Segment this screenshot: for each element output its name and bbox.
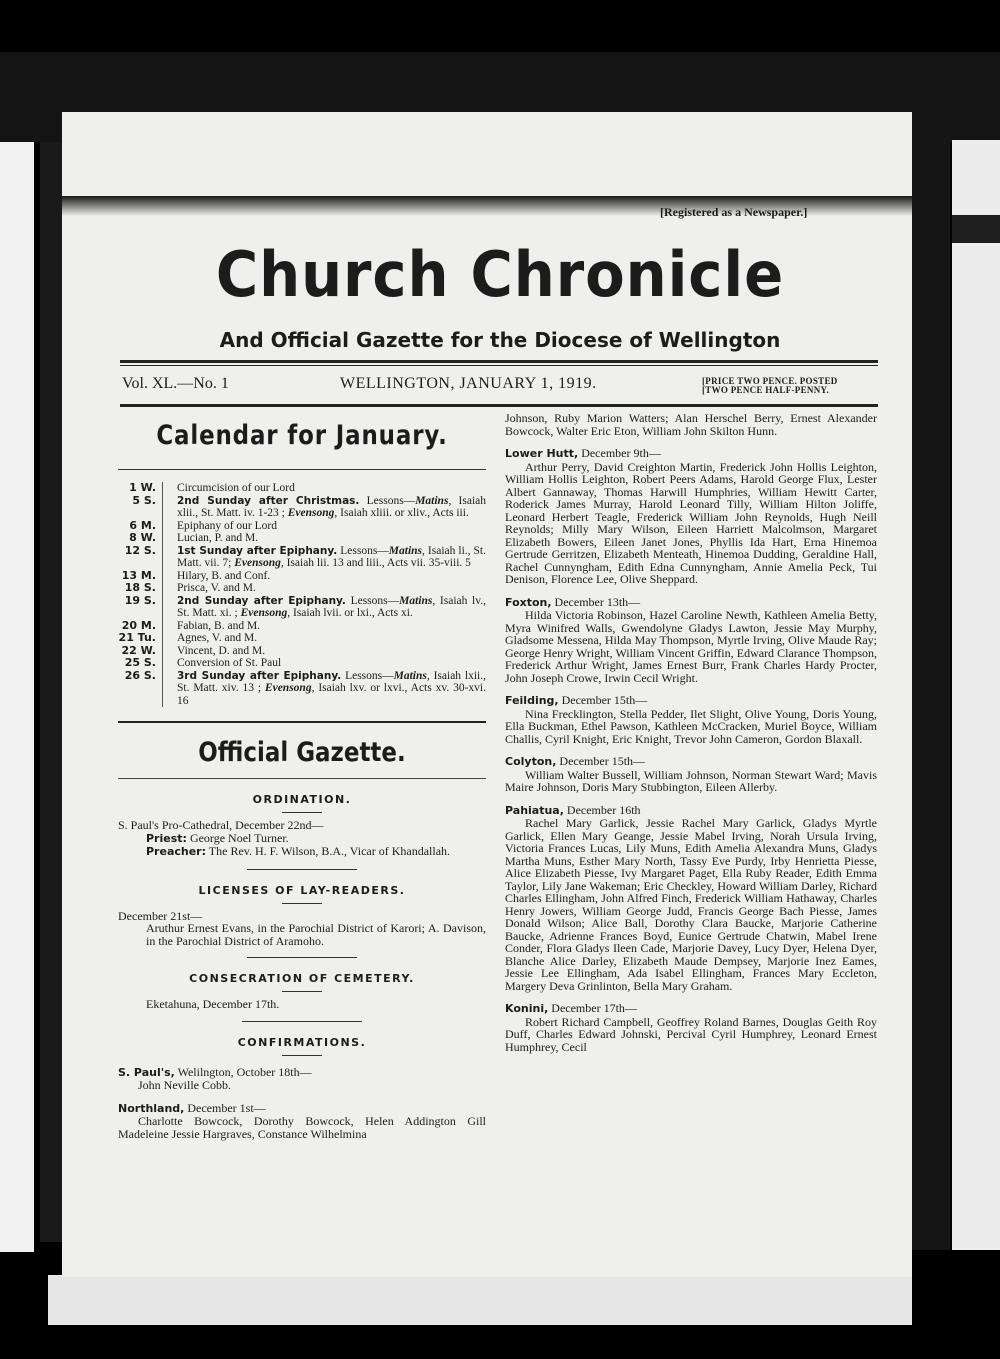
calendar-observance: Lucian, P. and M. (162, 532, 486, 545)
calendar-observance: Agnes, V. and M. (162, 632, 486, 645)
confirmation-entry (505, 447, 877, 586)
calendar-day: 8 W. (129, 531, 156, 544)
calendar-observance: Fabian, B. and M. (162, 620, 486, 633)
calendar-row (118, 570, 486, 583)
confirmand-names: Hilda Victoria Robinson, Hazel Caroline Newth, Kathleen Amelia Betty, Myra Winifred Walls, Gwendolyne Gladys Lawton, Jessie May Murphy, Gladsome Messena, Hilda May Thompson, Myrtle Irving, Olive Maude Ray; George Henry Wright, William Vincent Griffin, Edward Clarance Thompson, Frederick Arthur Wright, James Ernest Burr, Frank Charles Hardy Procter, John Joseph Crowe, Irwin Cecil Wright. (505, 608, 877, 685)
parish-name: Konini, (505, 1002, 549, 1015)
confirmation-entry (505, 804, 877, 993)
calendar-day: 5 S. (132, 493, 156, 507)
adjacent-page-right (952, 140, 1000, 1250)
calendar-row (118, 520, 486, 533)
calendar-row (118, 620, 486, 633)
parish-name: Lower Hutt, (505, 447, 579, 460)
confirmation-date: December 16th (563, 802, 641, 817)
divider (247, 957, 357, 958)
calendar-row (118, 670, 486, 708)
confirmand-names: Nina Frecklington, Stella Pedder, Ilet Slight, Olive Young, Doris Young, Ella Buckman, Ethel Pawson, Kathleen McCracken, Muriel Boyce, William Challis, Cyril Knight, Eric Knight, Trevor John Cameron, Gordon Blaxall. (505, 706, 877, 746)
ordination-priest: Priest: George Noel Turner. (146, 830, 289, 845)
calendar-day: 22 W. (121, 643, 156, 657)
divider (282, 812, 322, 813)
registered-notice: [Registered as a Newspaper.] (660, 205, 808, 219)
confirmation-entry (505, 596, 877, 685)
confirmand-names: John Neville Cobb. (138, 1078, 231, 1092)
calendar-day: 12 S. (124, 543, 156, 557)
film-mark (952, 215, 1000, 243)
confirmand-names: William Walter Bussell, William Johnson, Norman Stewart Ward; Mavis Maire Johnson, Doris Mary Stubbington, Eileen Allerby. (505, 767, 877, 794)
confirmand-names: Robert Richard Campbell, Geoffrey Roland Barnes, Douglas Geith Roy Duff, Charles Edward Johnski, Percival Cyril Humphrey, Leonard Ernest Humphrey, Cecil (505, 1014, 877, 1054)
dateline: WELLINGTON, JANUARY 1, 1919. (340, 375, 597, 392)
calendar-day: 26 S. (124, 668, 156, 682)
issue-rule (120, 404, 878, 407)
confirmand-names: Arthur Perry, David Creighton Martin, Frederick John Hollis Leighton, William Hollis Leighton, Robert Peers Adams, Harold George Flux, Lester Albert Gannaway, Thomas Harwill Humphries, William Hewitt Carter, Roderick James Murray, Harold Leonard Tilly, William Hilton Joliffe, Leonard Herbert Teagle, Frederick William John Reynolds, Hugh Neill Reynolds; Milly Mary Wilson, Eileen Harriett Malcolmson, Margaret Elizabeth Bowers, Eileen Janet Jones, Phyllis Ida Hart, Erna Hinemoa Gertrude Gerritzen, Elizabeth Menteath, Hinemoa Dudding, Geraldine Hall, Rachel Cunnyngham, Edith Edna Cunnyngham, Annie Amelia Peck, Tui Denison, Florence Lee, Olive Sheppard. (505, 459, 877, 586)
divider (282, 903, 322, 904)
cemetery-heading: CONSECRATION OF CEMETERY. (189, 972, 415, 985)
calendar-observance: Vincent, D. and M. (162, 645, 486, 658)
parish-name: Foxton, (505, 595, 552, 609)
calendar-table (118, 469, 486, 707)
confirmation-entry (505, 694, 877, 745)
gazette-title: Official Gazette. (198, 737, 406, 768)
confirmand-names: Rachel Mary Garlick, Jessie Rachel Mary Garlick, Gladys Myrtle Garlick, Ellen Mary Geange, Jessie Mabel Irving, Norah Ursula Irving, Victoria Frances Lucas, Lily Muns, Edith Amelia Alexandra Muns, Gladys Martha Muns, Esther Mary North, Tassy Eve Purdy, Irby Henrietta Piesse, Alice Elizabeth Piesse, Ivy Margaret Paget, Ella Ruby Reader, Edith Emma Taylor, Lily Jane Wakeman; Eric Checkley, Howard William Darley, Richard Charles Ellingham, John Alfred Finch, Frederick William Hathaway, Charles Henry Jowers, William George Judd, Francis George Bach Piesse, James Donald Wilson; Alice Ball, Dorothy Clara Baucke, Marjorie Catherine Baucke, Adrienne Frances Boyd, Eunice Gertrude Chatwin, Mabel Irene Conder, Flora Gladys Ileen Cade, Marjorie Davey, Lucy Dyer, Helena Dyer, Blanche Alice Darley, Elizabeth Maude Dempsey, Marjorie Inez Eames, Jessie Lee Ellingham, Ada Isabel Ellingham, Frances Mary Eccleton, Margery Deva Grinlinton, Bella Mary Graham. (505, 816, 877, 993)
film-border-bottom (48, 1275, 912, 1325)
calendar-row (118, 632, 486, 645)
ordination-place: S. Paul's Pro-Cathedral, December 22nd— (118, 818, 324, 832)
adjacent-page-left (0, 142, 34, 1252)
calendar-day: 25 S. (124, 656, 156, 669)
confirmation-entry (505, 755, 877, 794)
confirmation-date: December 15th— (558, 693, 648, 707)
ordination-heading: ORDINATION. (252, 793, 352, 806)
masthead-subtitle: And Official Gazette for the Diocese of Wellington (219, 328, 781, 352)
calendar-day: 19 S. (124, 593, 156, 607)
confirmation-date: December 13th— (551, 594, 641, 609)
lay-readers-heading: LICENSES OF LAY-READERS. (198, 883, 406, 897)
confirmation-entry (118, 1066, 486, 1092)
divider (247, 869, 357, 870)
confirmations-list-continued (505, 447, 877, 1053)
confirmations-heading: CONFIRMATIONS. (237, 1035, 367, 1049)
divider (242, 1021, 362, 1022)
calendar-row (118, 645, 486, 658)
calendar-row (118, 495, 486, 520)
cemetery-text: Eketahuna, December 17th. (146, 997, 280, 1011)
parish-name: S. Paul's, (118, 1065, 175, 1079)
parish-name: Feilding, (505, 694, 559, 707)
confirmation-date: December 1st— (184, 1100, 266, 1115)
gazette-rule (118, 778, 486, 779)
calendar-row (118, 545, 486, 570)
film-border-left (40, 142, 62, 1242)
section-rule (118, 721, 486, 723)
parish-name: Colyton, (505, 755, 557, 768)
calendar-observance: Circumcision of our Lord (162, 482, 486, 495)
divider (282, 1055, 322, 1056)
lay-readers-text: Aruthur Ernest Evans, in the Parochial District of Karori; A. Davison, in the Parochial District of Aramoho. (146, 921, 486, 948)
confirmations-list (118, 1066, 486, 1141)
price-notice: [PRICE TWO PENCE. POSTED [TWO PENCE HALF-PENNY. (702, 376, 838, 395)
calendar-row (118, 582, 486, 595)
calendar-observance: 3rd Sunday after Epiphany. Lessons—Matins, Isaiah lxii., St. Matt. xiv. 13 ; Evensong, Isaiah lxv. or lxvi., Acts xv. 30-xvi. 16 (162, 670, 486, 708)
calendar-observance: Epiphany of our Lord (162, 520, 486, 533)
parish-name: Pahiatua, (505, 803, 564, 817)
volume-number: Vol. XL.—No. 1 (122, 375, 229, 392)
confirmand-names: Charlotte Bowcock, Dorothy Bowcock, Helen Addington Gill Madeleine Jessie Hargraves, Constance Wilhelmina (118, 1114, 486, 1141)
calendar-day: 21 Tu. (118, 631, 156, 644)
continuation-text: Johnson, Ruby Marion Watters; Alan Herschel Berry, Ernest Alexander Bowcock, Walter Eric Eton, William John Skilton Hunn. (505, 411, 877, 438)
calendar-day: 20 M. (121, 618, 156, 632)
calendar-day: 13 M. (121, 568, 156, 582)
confirmation-date: December 15th— (556, 754, 646, 768)
ordination-preacher: Preacher: The Rev. H. F. Wilson, B.A., Vicar of Khandallah. (146, 844, 451, 858)
calendar-observance: Conversion of St. Paul (162, 657, 486, 670)
calendar-row (118, 482, 486, 495)
calendar-row (118, 595, 486, 620)
calendar-day: 18 S. (124, 581, 156, 594)
calendar-observance: Hilary, B. and Conf. (162, 570, 486, 583)
film-border-right (910, 130, 950, 1250)
confirmation-entry (118, 1102, 486, 1141)
calendar-title: Calendar for January. (156, 420, 448, 451)
divider (282, 991, 322, 992)
masthead-title: Church Chronicle (215, 238, 785, 311)
masthead-rule-top-thin (120, 365, 878, 366)
parish-name: Northland, (118, 1101, 185, 1115)
calendar-row (118, 657, 486, 670)
calendar-day: 6 M. (129, 518, 156, 532)
confirmation-date: Welilngton, October 18th— (174, 1064, 312, 1079)
calendar-observance: Prisca, V. and M. (162, 582, 486, 595)
confirmation-entry (505, 1002, 877, 1053)
masthead-rule-top (120, 360, 878, 363)
calendar-day: 1 W. (129, 481, 156, 494)
calendar-observance: 1st Sunday after Epiphany. Lessons—Matins, Isaiah li., St. Matt. vii. 7; Evensong, Isaiah lii. 13 and liii., Acts vii. 35-viii. 5 (162, 545, 486, 570)
confirmation-date: December 9th— (578, 446, 661, 460)
right-column (505, 412, 877, 1053)
lay-readers-date: December 21st— (118, 908, 203, 923)
calendar-row (118, 532, 486, 545)
calendar-observance: 2nd Sunday after Christmas. Lessons—Matins, Isaiah xlii., St. Matt. iv. 1-23 ; Evensong, Isaiah xliii. or xliv., Acts iii. (162, 495, 486, 520)
confirmation-date: December 17th— (548, 1001, 637, 1015)
left-column (118, 410, 486, 1140)
calendar-observance: 2nd Sunday after Epiphany. Lessons—Matins, Isaiah lv., St. Matt. xi. ; Evensong, Isaiah lvii. or lxi., Acts xi. (162, 595, 486, 620)
